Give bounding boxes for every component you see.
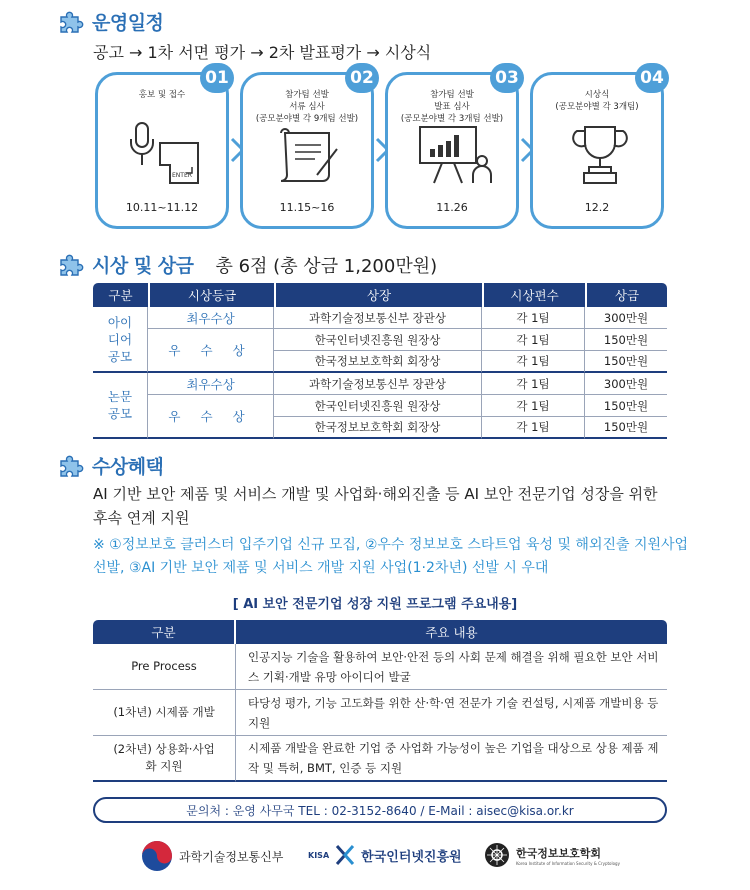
kiisc-emblem-icon: [484, 842, 510, 868]
puzzle-icon: [58, 455, 84, 477]
svg-text:ENTER: ENTER: [172, 172, 192, 179]
step-number: 02: [345, 63, 379, 93]
award-cert: 한국인터넷진흥원 원장상: [274, 329, 482, 351]
award-cert: 과학기술정보통신부 장관상: [274, 373, 482, 395]
program-value: 인공지능 기술을 활용하여 보안·안전 등의 사회 문제 해결을 위해 필요한 보안 서비스 기획·개발 유망 아이디어 발굴: [236, 644, 667, 690]
benefits-heading: [58, 452, 163, 479]
step-date: 11.15~16: [279, 201, 335, 214]
column-header: 시상등급: [148, 283, 274, 307]
step-number: 03: [490, 63, 524, 93]
awards-table: [93, 283, 667, 439]
award-count: 각 1팀: [482, 417, 585, 439]
table-row: [93, 373, 667, 395]
award-prize: 300만원: [585, 307, 667, 329]
column-header: 구분: [93, 620, 236, 644]
puzzle-icon: [58, 254, 84, 276]
puzzle-icon: [58, 11, 84, 33]
schedule-flow: 공고 → 1차 서면 평가 → 2차 발표평가 → 시상식: [93, 43, 432, 62]
table-row: [93, 307, 667, 329]
table-row: [93, 690, 667, 736]
award-cert: 한국정보보호학회 회장상: [274, 417, 482, 439]
award-count: 각 1팀: [482, 373, 585, 395]
step-number: 01: [200, 63, 234, 93]
step-date: 12.2: [584, 201, 610, 214]
award-count: 각 1팀: [482, 329, 585, 351]
step-card-3: [385, 68, 519, 229]
kiisc-name: 한국정보보호학회: [516, 846, 602, 860]
award-count: 각 1팀: [482, 307, 585, 329]
program-table: [93, 620, 667, 782]
award-cert: 한국정보보호학회 회장상: [274, 351, 482, 373]
step-label: 시상식 (공모분야별 각 3개팀): [555, 90, 639, 112]
kiisc-subtitle: Korea Institute of Information Security & Cryptology: [516, 860, 620, 866]
award-cert: 과학기술정보통신부 장관상: [274, 307, 482, 329]
kisa-logo: [308, 844, 462, 866]
award-category: 아이 디어 공모: [93, 307, 148, 373]
column-header: 상장: [274, 283, 482, 307]
table-header-row: [93, 283, 667, 307]
award-prize: 300만원: [585, 373, 667, 395]
program-key: (2차년) 상용화·사업화 지원: [93, 736, 236, 782]
table-row: [93, 329, 667, 351]
kisa-name: 한국인터넷진흥원: [361, 849, 462, 865]
award-prize: 150만원: [585, 395, 667, 417]
table-row: [93, 736, 667, 782]
column-header: 상금: [585, 283, 667, 307]
awards-heading: [58, 251, 437, 278]
step-date: 10.11~11.12: [125, 201, 199, 214]
step-number: 04: [635, 63, 669, 93]
trophy-icon: [557, 121, 643, 191]
award-prize: 150만원: [585, 351, 667, 373]
award-category: 논문 공모: [93, 373, 148, 439]
table-row: [93, 395, 667, 417]
award-grade: 우 수 상: [148, 329, 274, 373]
step-card-4: [530, 68, 664, 229]
step-label: 참가팀 선발 발표 심사 (공모분야별 각 3개팀 선발): [400, 90, 504, 124]
program-value: 시제품 개발을 완료한 기업 중 사업화 가능성이 높은 기업을 대상으로 상용 제품 제작 및 특허, BMT, 인증 등 지원: [236, 736, 667, 782]
presentation-icon: [412, 121, 498, 191]
step-date: 11.26: [436, 201, 468, 214]
awards-total: 총 6점 (총 상금 1,200만원): [215, 255, 438, 277]
step-label: 참가팀 선발 서류 심사 (공모분야별 각 9개팀 선발): [255, 90, 359, 124]
table-header-row: [93, 620, 667, 644]
kiisc-logo: [484, 842, 620, 868]
program-key: Pre Process: [93, 644, 236, 690]
step-card-1: [95, 68, 229, 229]
column-header: 구분: [93, 283, 148, 307]
program-title: [ AI 보안 전문기업 성장 지원 프로그램 주요내용]: [232, 597, 518, 612]
msit-name: 과학기술정보통신부: [179, 849, 284, 864]
logo-bar: [0, 838, 750, 878]
document-scroll-icon: [267, 121, 353, 191]
award-cert: 한국인터넷진흥원 원장상: [274, 395, 482, 417]
kisa-swoosh-icon: [335, 844, 355, 866]
award-grade: 최우수상: [148, 307, 274, 329]
awards-title: 시상 및 상금: [92, 255, 194, 277]
schedule-heading: [58, 8, 163, 35]
award-prize: 150만원: [585, 417, 667, 439]
program-key: (1차년) 시제품 개발: [93, 690, 236, 736]
column-header: 주요 내용: [236, 620, 667, 644]
benefits-title: 수상혜택: [92, 456, 164, 478]
microphone-enter-icon: [122, 121, 208, 191]
msit-logo: [141, 840, 283, 872]
step-card-2: [240, 68, 374, 229]
column-header: 시상편수: [482, 283, 585, 307]
benefits-note: ※ ①정보보호 클러스터 입주기업 신규 모집, ②우수 정보보호 스타트업 육성 및 해외진출 지원사업 선발, ③AI 기반 보안 제품 및 서비스 개발 지원 사업(1·2차년) 선발 시 우대: [93, 537, 689, 576]
benefits-text: AI 기반 보안 제품 및 서비스 개발 및 사업화·해외진출 등 AI 보안 전문기업 성장을 위한 후속 연계 지원: [93, 485, 658, 527]
program-value: 타당성 평가, 기능 고도화를 위한 산·학·연 전문가 기술 컨설팅, 시제품 개발비용 등 지원: [236, 690, 667, 736]
schedule-title: 운영일정: [92, 12, 164, 34]
award-count: 각 1팀: [482, 351, 585, 373]
award-prize: 150만원: [585, 329, 667, 351]
award-grade: 최우수상: [148, 373, 274, 395]
kiisc-text: [516, 845, 620, 866]
step-label: 홍보 및 접수: [138, 90, 186, 100]
award-count: 각 1팀: [482, 395, 585, 417]
table-row: [93, 644, 667, 690]
taegeuk-icon: [141, 840, 173, 872]
contact-box: 문의처 : 운영 사무국 TEL : 02-3152-8640 / E-Mail : aisec@kisa.or.kr: [93, 797, 667, 823]
award-grade: 우 수 상: [148, 395, 274, 439]
kisa-mark: KISA: [308, 850, 330, 860]
